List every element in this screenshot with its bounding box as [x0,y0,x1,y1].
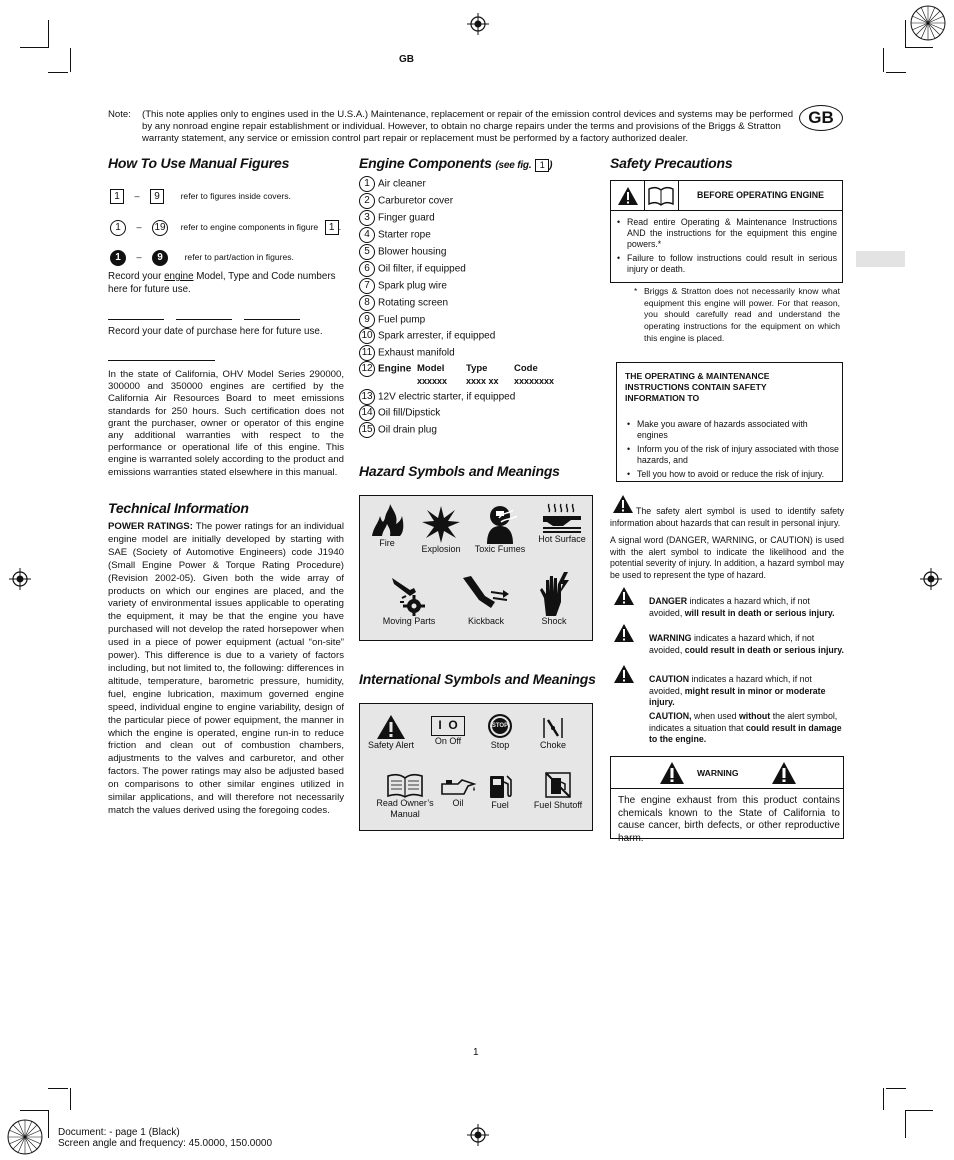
caution-definition: CAUTION indicates a hazard which, if not avoided, might result in minor or moderate injury. [649,674,826,707]
symbol-label: Explosion [421,544,461,554]
warning-definition: WARNING indicates a hazard which, if not avoided, could result in death or serious injury. [649,633,844,655]
manual-cell [645,181,679,211]
component-circle-icon: 1 [110,220,126,236]
hazard-symbols-box [359,495,593,641]
action-circle-icon: 1 [110,250,126,266]
caution-no-alert-definition: CAUTION, when used without the alert symbol, indicates a situation that could result in damage to the engine. [649,711,842,744]
figure-range-row: 1 – 9 refer to figures inside covers. [110,189,291,204]
list-item: 9 Fuel pump [359,312,425,329]
list-item: 2 Carburetor cover [359,193,453,210]
component-circle-icon: 19 [152,220,168,236]
language-code: GB [399,54,414,65]
code-entry-line[interactable] [244,319,300,320]
list-item: 13 12V electric starter, if equipped [359,389,515,406]
starburst-target-icon [909,4,947,42]
symbol-label: Fire [379,538,395,548]
technical-text: POWER RATINGS: The power ratings for an individual engine model are initially developed by starting with SAE (Society of Automotive Engineers) code J1940 (Small Engine Power & Torque Rating Procedure) (Revision 2002-05). Given both the wide array of products on which our engines are placed, and the variety of environmental issues applicable to operating the equipment, it may be that the engine you have purchased will not develop the rated horsepower when used in a piece of power equipment (actual “on-site” power). This difference is due to a variety of factors including, but not limited to, the following: differences in altitude, temperature, barometric pressure, humidity, fuel, engine lubrication, maximum governed engine speed, individual engine to engine variability, design of the particular piece of power equipment, the manner in which the engine is operated, engine run-in to reduce friction and clean out of combustion chambers, adjustments to the valves and carburetor, and other factors. The power ratings may also be adjusted based on comparisons to other similar engines utilized in similar applications, and will therefore not necessarily match the values derived using the foregoing codes. [108,521,344,816]
before-operating-list [615,217,837,278]
list-item: 1 Air cleaner [359,176,426,193]
california-warning-box [610,756,844,844]
section-tab [856,251,905,267]
crop-mark [48,1088,68,1089]
crop-mark [48,20,49,48]
fuel-icon [487,772,513,800]
crop-mark [883,1088,884,1110]
intl-read-manual [370,772,440,820]
crop-mark [905,1110,933,1111]
model-entry-line[interactable] [108,319,164,320]
registration-mark-icon [920,568,942,590]
symbol-label: Choke [539,740,566,750]
before-operating-box [610,180,843,283]
before-operating-title: BEFORE OPERATING ENGINE [679,181,842,211]
hazard-hot-surface [534,502,590,545]
warning-alert-icon [613,623,635,643]
symbol-label: Safety Alert [367,740,415,750]
toxic-fumes-icon [479,504,521,544]
om-list [625,419,839,483]
list-item: 3 Finger guard [359,210,435,227]
list-item: • Failure to follow instructions could result in serious injury or death. [615,253,837,275]
list-item: • Make you aware of hazards associated with engines [625,419,839,441]
warning-box-text: The engine exhaust from this product contains chemicals known to the State of California to cause cancer, birth defects, or other reproductive harm. [618,795,840,844]
warning-box-title: WARNING [697,768,739,778]
intl-choke [528,716,578,751]
crop-mark [905,1110,906,1138]
om-title: THE OPERATING & MAINTENANCE INSTRUCTIONS CONTAIN SAFETY INFORMATION TO [625,371,770,403]
om-instructions-box [616,362,843,482]
document-info-line: Screen angle and frequency: 45.0000, 150.0000 [58,1138,273,1149]
list-item: • Tell you how to avoid or reduce the risk of injury. [625,469,839,480]
figure-square-icon: 1 [325,220,339,235]
symbol-label: Shock [541,616,567,626]
component-range-text: refer to engine components in figure [180,222,319,232]
crop-mark [48,72,68,73]
hazard-moving-parts [374,572,444,627]
document-info-line: Document: - page 1 (Black) [58,1127,180,1138]
components-title: Engine Components (see fig. 1 ) [359,155,553,171]
starburst-target-icon [6,1118,44,1156]
symbol-label: Fuel [491,800,509,810]
record-purchase-text: Record your date of purchase here for future use. [108,326,323,337]
hazard-title: Hazard Symbols and Meanings [359,463,560,479]
fuel-shutoff-icon [543,770,573,800]
intl-stop [476,714,524,751]
list-item: 12 Engine [359,361,411,378]
symbol-label: On Off [434,736,462,746]
symbol-label: Read Owner’s Manual [376,798,434,819]
crop-mark [70,1088,71,1110]
explosion-icon [421,504,461,544]
list-item: • Inform you of the risk of injury associated with those hazards, and [625,444,839,466]
type-entry-line[interactable] [176,319,232,320]
hazard-kickback [454,572,518,627]
caution-alert-icon [613,664,635,684]
hot-surface-icon [541,502,583,534]
footnote-text: Briggs & Stratton does not necessarily know what equipment this engine will power. For that reason, you should carefully read and understand the operating instructions for the equipment on which this engine is placed. [644,286,840,343]
purchase-date-entry-line[interactable] [108,360,215,361]
signal-word-text: A signal word (DANGER, WARNING, or CAUTION) is used with the alert symbol to indicate the likelihood and the potential severity of injury. In addition, a hazard symbol may be used to represent the type of hazard. [610,535,844,580]
action-range-text: refer to part/action in figures. [184,252,294,262]
read-manual-icon [648,186,674,206]
list-item: 5 Blower housing [359,244,446,261]
alert-cell [611,181,645,211]
hazard-toxic-fumes [472,504,528,555]
action-range-row: 1 – 9 refer to part/action in figures. [110,250,294,266]
hazard-shock [526,572,582,627]
intl-oil [436,774,480,809]
crop-mark [883,48,884,72]
list-item: 7 Spark plug wire [359,278,447,295]
list-item: • Read entire Operating & Maintenance Instructions AND the instructions for the equipment this engine powers.* [615,217,837,250]
choke-icon [542,716,564,740]
california-text: In the state of California, OHV Model Series 290000, 300000 and 350000 engines are certified by the California Air Resources Board to meet emissions standards for 250 hours. Such certification does not grant the purchaser, owner or operator of this engine any additional warranties with respect to the performance or operational life of this engine. This engine is warranted solely according to the product and emissions warranties stated elsewhere in this manual. [108,369,344,478]
safety-title: Safety Precautions [610,155,733,171]
warning-header [611,757,843,789]
symbol-label: Toxic Fumes [474,544,526,554]
oil-icon [438,774,478,798]
list-item: 10 Spark arrester, if equipped [359,328,495,345]
kickback-icon [461,572,511,616]
registration-mark-icon [9,568,31,590]
language-badge: GB [799,105,843,131]
symbol-label: Stop [490,740,510,750]
symbol-label: Fuel Shutoff [533,800,583,810]
technical-title: Technical Information [108,500,249,516]
intl-on-off [424,716,472,747]
figure-range-text: refer to figures inside covers. [180,191,291,201]
safety-alert-icon [376,714,406,740]
danger-definition: DANGER indicates a hazard which, if not avoided, will result in death or serious injury. [649,596,835,618]
hazard-explosion [416,504,466,555]
safety-alert-icon [617,186,639,206]
moving-parts-icon [388,572,430,616]
intl-fuel [478,772,522,811]
crop-mark [905,20,906,48]
footnote-mark: * [634,286,638,296]
registration-mark-icon [467,13,489,35]
crop-mark [20,1110,48,1111]
shock-icon [536,572,572,616]
intl-safety-alert [362,714,420,751]
international-symbols-box [359,703,593,831]
symbol-label: Hot Surface [538,534,586,544]
on-off-icon: I O [431,716,465,736]
crop-mark [70,48,71,72]
read-manual-icon [386,772,424,798]
alert-symbol-text: The safety alert symbol is used to identify safety information about hazards that can result in personal injury. [610,506,844,528]
record-model-text: Record your engine Model, Type and Code numbers here for future use. [108,271,336,295]
danger-alert-icon [613,586,635,606]
list-item: 15 Oil drain plug [359,422,437,439]
fire-icon [368,502,406,538]
warning-alert-icon [659,761,685,785]
crop-mark [48,1110,49,1138]
figure-square-icon: 9 [150,189,164,204]
list-item: 8 Rotating screen [359,295,448,312]
component-range-row: 1 – 19 refer to engine components in figure 1 . [110,220,341,236]
warning-alert-icon [771,761,797,785]
symbol-label: Moving Parts [382,616,436,626]
international-title: International Symbols and Meanings [359,671,596,687]
how-to-title: How To Use Manual Figures [108,155,290,171]
symbol-label: Kickback [467,616,504,626]
registration-mark-icon [467,1124,489,1146]
list-item: 11 Exhaust manifold [359,345,455,362]
note-text: (This note applies only to engines used in the U.S.A.) Maintenance, replacement or repair of the emission control devices and systems may be performed by any nonroad engine repair establishment or individual. However, to obtain no charge repairs under the terms and provisions of the Briggs & Stratton warranty statement, any service or emission control part repair or replacement must be performed by a factory authorized dealer. [142,109,794,144]
action-circle-icon: 9 [152,250,168,266]
stop-icon: STOP [488,714,512,738]
engine-id-table: Model Type Code xxxxxx xxxx xx xxxxxxxx [417,363,555,386]
page-number: 1 [473,1047,479,1058]
note-label: Note: [108,109,131,120]
intl-fuel-shutoff [526,770,590,811]
crop-mark [905,47,933,48]
crop-mark [886,1088,906,1089]
crop-mark [20,47,48,48]
hazard-fire [362,502,412,549]
list-item: 4 Starter rope [359,227,431,244]
document-info [58,1127,272,1149]
list-item: 6 Oil filter, if equipped [359,261,466,278]
crop-mark [886,72,906,73]
figure-square-icon: 1 [110,189,124,204]
list-item: 14 Oil fill/Dipstick [359,405,440,422]
symbol-label: Oil [452,798,464,808]
